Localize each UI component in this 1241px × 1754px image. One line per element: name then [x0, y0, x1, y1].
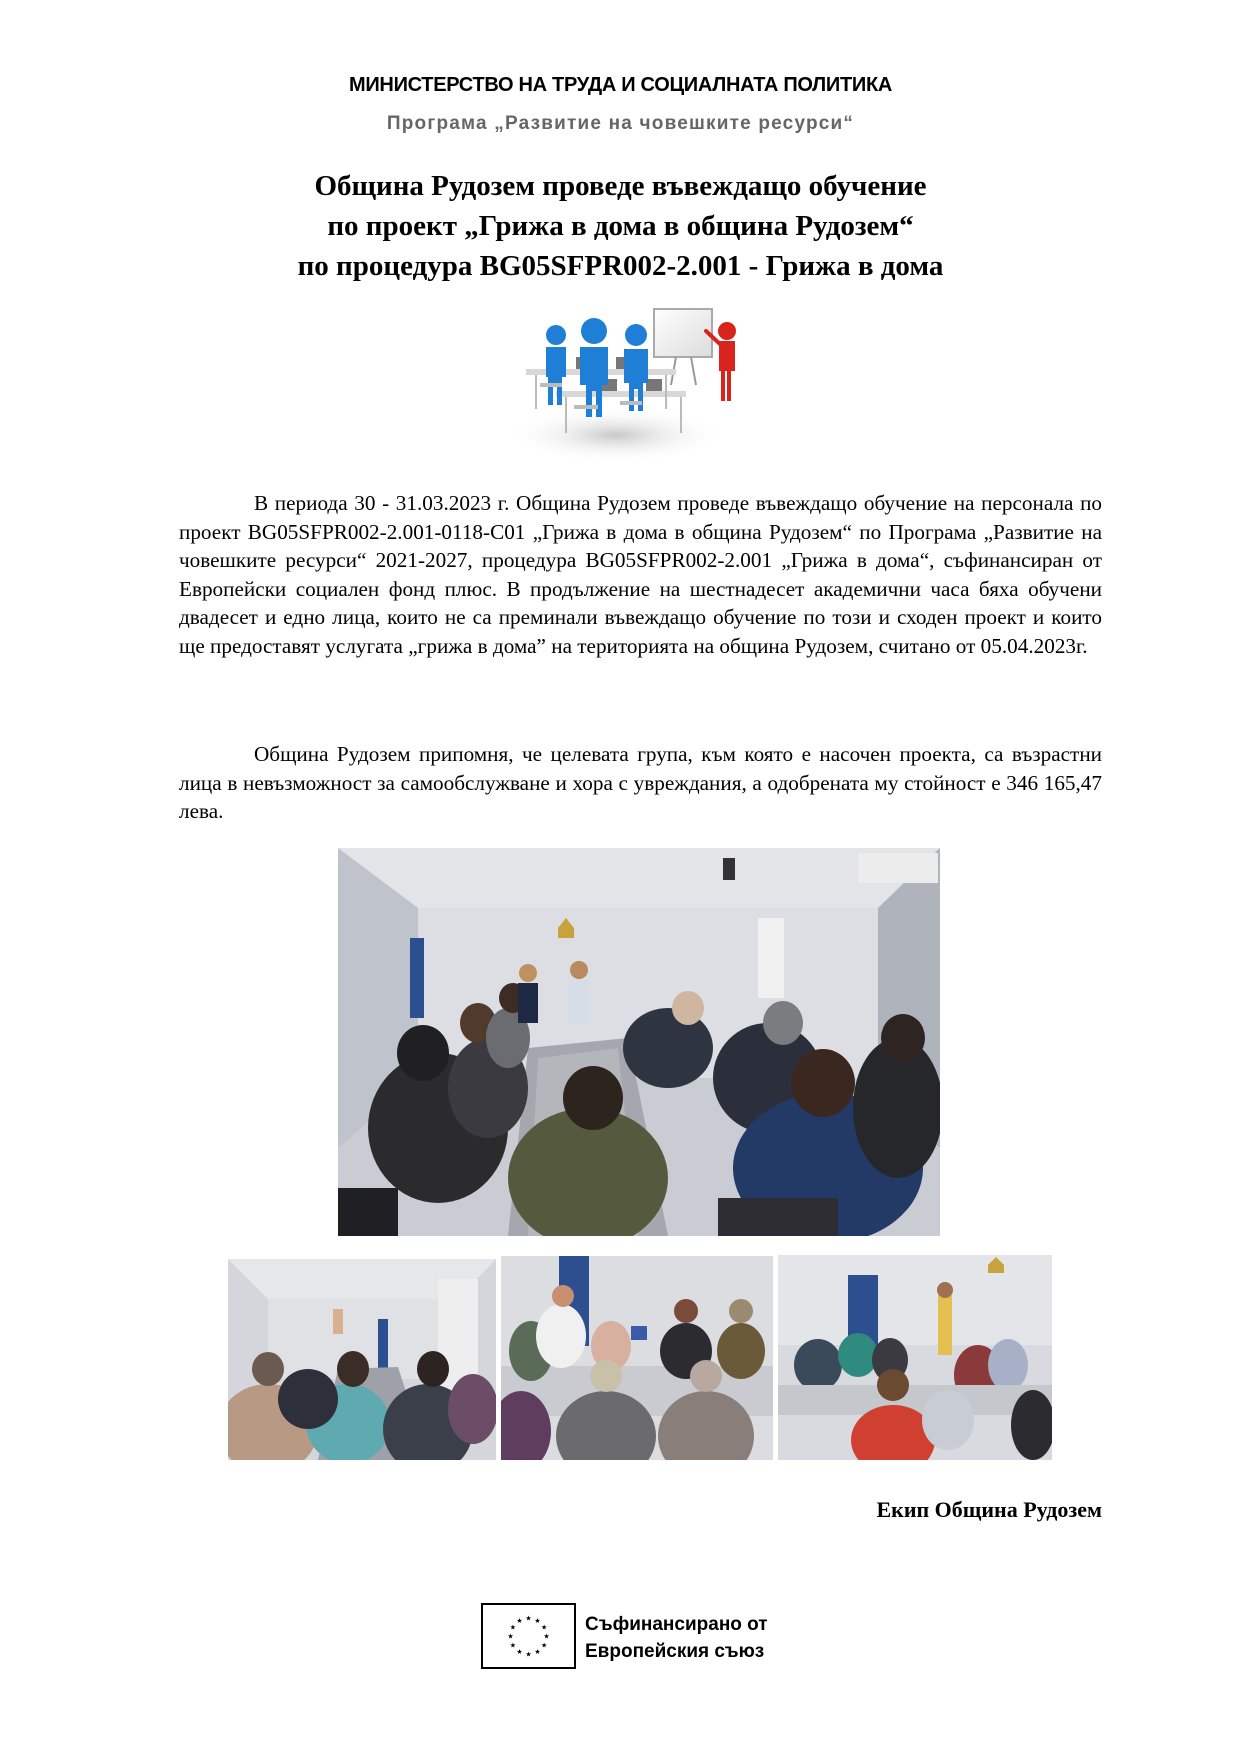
- eu-star-icon: ★: [543, 1632, 550, 1641]
- signature: Екип Община Рудозем: [876, 1497, 1102, 1522]
- training-photo-small-1: [228, 1259, 496, 1460]
- training-room-photo: [338, 848, 940, 1236]
- eu-flag-icon: [481, 1603, 576, 1669]
- eu-star-icon: ★: [525, 1614, 532, 1623]
- eu-star-icon: ★: [516, 1616, 523, 1625]
- eu-star-icon: ★: [516, 1648, 523, 1657]
- eu-star-icon: ★: [534, 1648, 541, 1657]
- eu-star-icon: ★: [507, 1632, 514, 1641]
- training-photo-small-2: [501, 1256, 773, 1460]
- eu-star-icon: ★: [525, 1650, 532, 1659]
- body-paragraph-1: В периода 30 - 31.03.2023 г. Община Рудозем проведе въвеждащо обучение на персонала по проект BG05SFPR002-2.001-0118-C01 „Грижа в дома в община Рудозем“ по Програма „Развитие на човешките ресурси“ 2021-2027, процедура BG05SFPR002-2.001 „Грижа в дома“, съфинансиран от Европейски социален фонд плюс. В продължение на шестнадесет академични часа бяха обучени двадесет и едно лица, които не са преминали въвеждащо обучение по този и сходен проект и които ще предоставят услугата „грижа в дома” на територията на община Рудозем, считано от 05.04.2023г.: [179, 491, 1102, 658]
- cofunded-eu-label: [585, 1611, 768, 1665]
- cofunded-line-1: Съфинансирано от: [585, 1614, 768, 1635]
- title-line-1: Община Рудозем проведе въвеждащо обучение: [314, 170, 927, 202]
- training-clipart: [516, 305, 756, 463]
- ministry-heading: МИНИСТЕРСТВО НА ТРУДА И СОЦИАЛНАТА ПОЛИТИКА: [349, 74, 892, 96]
- eu-star-icon: ★: [540, 1641, 548, 1650]
- teacher-figure-icon: [706, 322, 736, 401]
- title-line-2: по проект „Грижа в дома в община Рудозем“: [327, 210, 914, 242]
- programme-subheading: Програма „Развитие на човешките ресурси“: [386, 113, 855, 134]
- page-title: [0, 166, 1241, 286]
- training-photo-small-3: [778, 1255, 1052, 1460]
- eu-star-icon: ★: [509, 1623, 517, 1632]
- title-line-3: по процедура BG05SFPR002-2.001 - Грижа в дома: [297, 250, 944, 282]
- body-paragraph-2: Община Рудозем припомня, че целевата група, към която е насочен проекта, са възрастни лица в невъзможност за самообслужване и хора с увреждания, а одобрената му стойност е 346 165,47 лева.: [179, 742, 1102, 823]
- eu-star-icon: ★: [534, 1616, 541, 1625]
- eu-star-icon: ★: [540, 1623, 548, 1632]
- eu-star-icon: ★: [509, 1641, 517, 1650]
- cofunded-line-2: Европейския съюз: [585, 1641, 765, 1662]
